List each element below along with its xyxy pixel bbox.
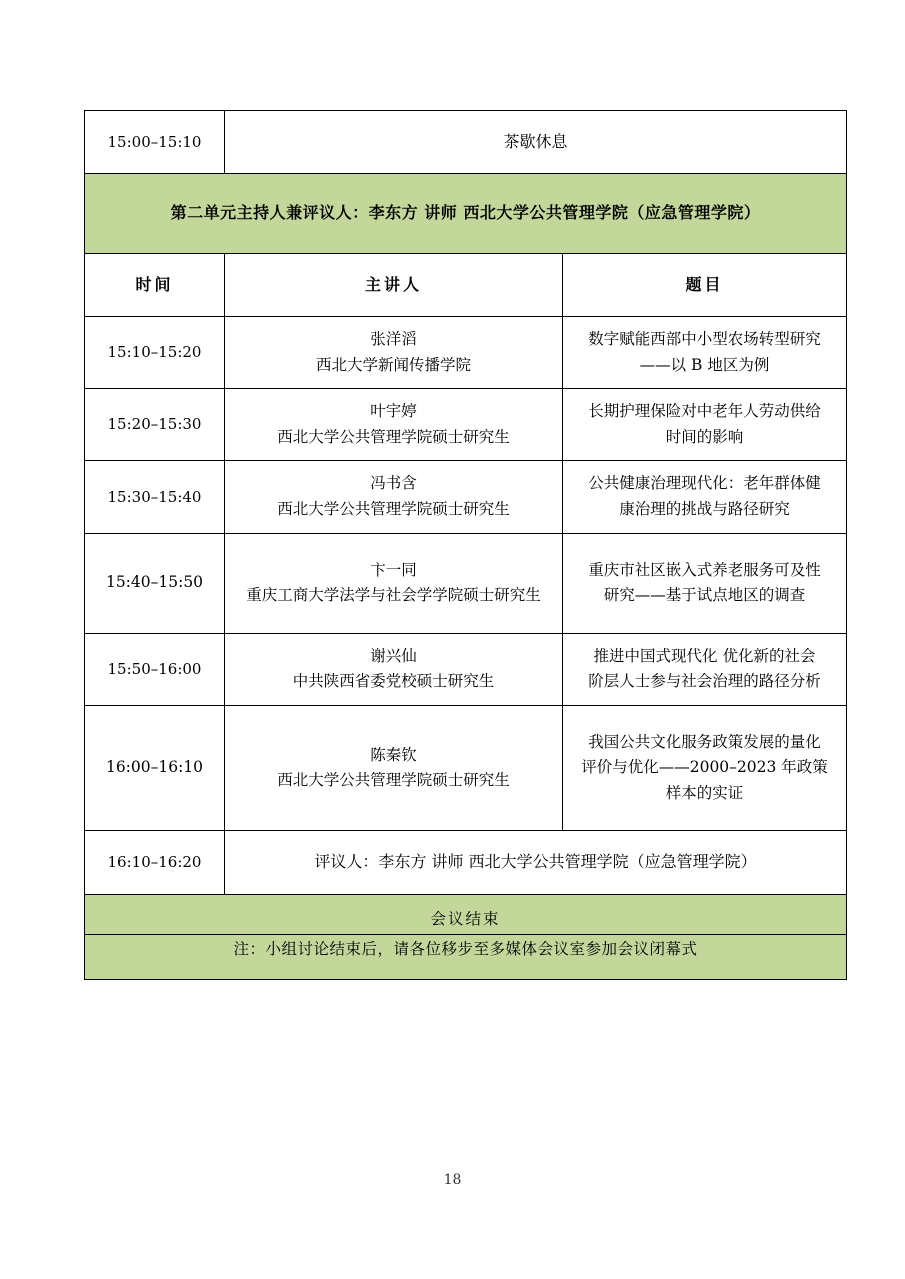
- row-topic-block: [563, 534, 846, 633]
- row-time-text: 16:00–16:10: [105, 758, 204, 777]
- row-speaker-block: [225, 634, 562, 705]
- row-time-text: 15:20–15:30: [107, 415, 202, 434]
- topic-line: 推进中国式现代化 优化新的社会: [593, 646, 816, 665]
- column-header-time-text: 时间: [135, 274, 174, 294]
- footer-end-cell: [85, 894, 847, 935]
- table-row: [85, 317, 847, 389]
- speaker-affiliation: 西北大学公共管理学院硕士研究生: [277, 427, 510, 446]
- row-time-cell: [85, 461, 225, 533]
- table-row-footer-note: [85, 935, 847, 980]
- topic-line: ——以 B 地区为例: [639, 355, 770, 374]
- topic-line: 我国公共文化服务政策发展的量化: [588, 732, 821, 751]
- row-topic-cell: [563, 633, 847, 705]
- table-row: [85, 461, 847, 533]
- table-row: [85, 633, 847, 705]
- row-topic-block: [563, 461, 846, 532]
- speaker-affiliation: 中共陕西省委党校硕士研究生: [292, 672, 495, 691]
- row-speaker-block: [225, 317, 562, 388]
- speaker-affiliation: 重庆工商大学法学与社会学学院硕士研究生: [246, 586, 541, 605]
- page-number: 18: [443, 1172, 462, 1188]
- row-speaker-cell: [225, 461, 563, 533]
- comment-time-cell: [85, 831, 225, 894]
- row-topic-block: [563, 317, 846, 388]
- speaker-affiliation: 西北大学公共管理学院硕士研究生: [277, 771, 510, 790]
- row-speaker-block: [225, 719, 562, 818]
- footer-note-cell: [85, 935, 847, 980]
- row-time-cell: [85, 633, 225, 705]
- table-row-footer-end: [85, 894, 847, 935]
- row-speaker-block: [225, 534, 562, 633]
- comment-label-cell: [225, 831, 847, 894]
- row-topic-cell: [563, 533, 847, 633]
- footer-end-text: 会议结束: [430, 909, 501, 928]
- column-header-topic-text: 题目: [685, 274, 724, 294]
- column-header-topic: [563, 253, 847, 316]
- topic-line: 研究——基于试点地区的调查: [603, 586, 806, 605]
- topic-line: 数字赋能西部中小型农场转型研究: [588, 330, 821, 349]
- row-time-text: 15:40–15:50: [105, 573, 204, 592]
- break-time-cell: [85, 111, 225, 174]
- row-speaker-cell: [225, 317, 563, 389]
- row-time-cell: [85, 389, 225, 461]
- topic-line: 评价与优化——2000–2023 年政策: [581, 758, 828, 777]
- table-row: [85, 389, 847, 461]
- row-time-text: 15:10–15:20: [107, 343, 202, 362]
- speaker-name: 陈秦钦: [370, 745, 417, 764]
- row-topic-cell: [563, 705, 847, 831]
- column-header-time: [85, 253, 225, 316]
- speaker-name: 张洋滔: [370, 330, 417, 349]
- column-header-speaker-text: 主讲人: [364, 274, 422, 294]
- speaker-name: 卞一同: [370, 560, 417, 579]
- topic-line: 长期护理保险对中老年人劳动供给: [588, 402, 821, 421]
- table-row: [85, 705, 847, 831]
- row-speaker-block: [225, 389, 562, 460]
- speaker-name: 冯书含: [370, 474, 417, 493]
- row-topic-block: [563, 706, 846, 831]
- footer-note-text: 注：小组讨论结束后，请各位移步至多媒体会议室参加会议闭幕式: [233, 940, 698, 959]
- speaker-affiliation: 西北大学新闻传播学院: [315, 355, 471, 374]
- table-header-row: [85, 253, 847, 316]
- row-speaker-block: [225, 461, 562, 532]
- topic-line: 重庆市社区嵌入式养老服务可及性: [588, 560, 821, 579]
- row-speaker-cell: [225, 389, 563, 461]
- topic-line: 康治理的挑战与路径研究: [619, 499, 790, 518]
- row-speaker-cell: [225, 533, 563, 633]
- row-time-cell: [85, 317, 225, 389]
- break-label-cell: [225, 111, 847, 174]
- row-speaker-cell: [225, 705, 563, 831]
- row-topic-cell: [563, 389, 847, 461]
- row-time-text: 15:30–15:40: [107, 487, 202, 506]
- comment-label-text: 评议人：李东方 讲师 西北大学公共管理学院（应急管理学院）: [314, 852, 757, 872]
- row-time-text: 15:50–16:00: [107, 659, 202, 678]
- speaker-name: 谢兴仙: [370, 646, 417, 665]
- section-banner-cell: [85, 174, 847, 253]
- table-row-section-banner: [85, 174, 847, 253]
- topic-line: 样本的实证: [665, 783, 744, 802]
- row-speaker-cell: [225, 633, 563, 705]
- break-time-text: 15:00–15:10: [107, 132, 202, 151]
- row-topic-block: [563, 389, 846, 460]
- row-topic-cell: [563, 317, 847, 389]
- topic-line: 公共健康治理现代化：老年群体健: [588, 474, 821, 493]
- table-row-comment: [85, 831, 847, 894]
- row-time-cell: [85, 533, 225, 633]
- section-banner-text: 第二单元主持人兼评议人：李东方 讲师 西北大学公共管理学院（应急管理学院）: [170, 203, 761, 223]
- row-topic-block: [563, 634, 846, 705]
- speaker-affiliation: 西北大学公共管理学院硕士研究生: [277, 499, 510, 518]
- schedule-table: [84, 110, 847, 980]
- row-time-cell: [85, 705, 225, 831]
- comment-time-text: 16:10–16:20: [107, 853, 202, 872]
- topic-line: 时间的影响: [665, 427, 744, 446]
- row-topic-cell: [563, 461, 847, 533]
- speaker-name: 叶宇婷: [370, 402, 417, 421]
- table-row-break: [85, 111, 847, 174]
- table-row: [85, 533, 847, 633]
- topic-line: 阶层人士参与社会治理的路径分析: [588, 672, 821, 691]
- break-label-text: 茶歇休息: [503, 132, 568, 151]
- column-header-speaker: [225, 253, 563, 316]
